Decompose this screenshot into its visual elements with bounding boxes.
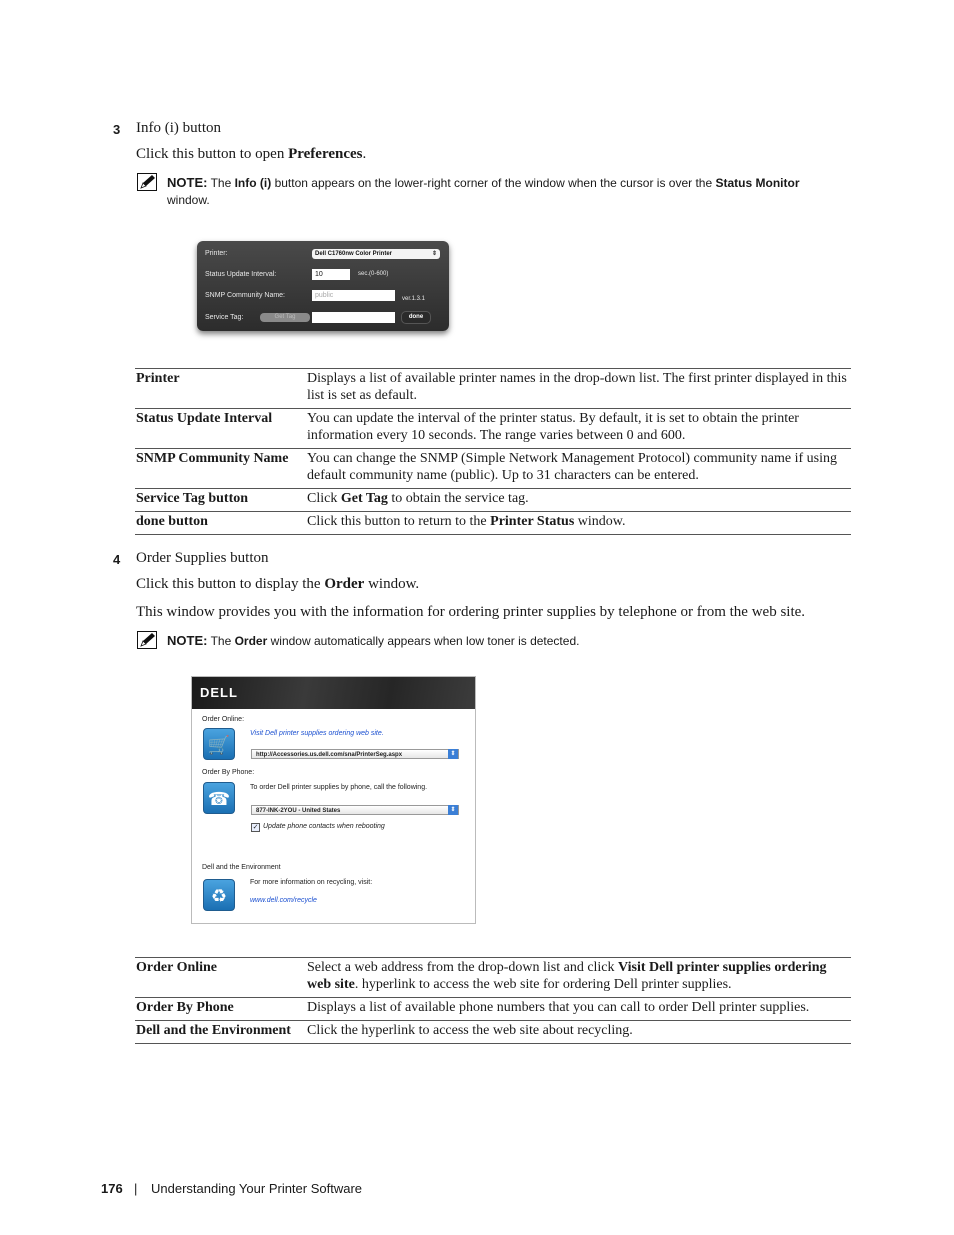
para-text: Click this button to open — [136, 146, 289, 162]
note-bold: Info (i) — [234, 176, 272, 190]
value-text: window. — [574, 514, 626, 529]
value-text: Click this button to return to the — [307, 514, 491, 529]
table-row — [135, 998, 851, 1021]
environment-label: Dell and the Environment — [202, 864, 281, 871]
step-paragraph — [136, 146, 366, 163]
chevron-updown-icon: ⇕ — [448, 749, 458, 759]
order-window — [191, 676, 476, 924]
get-tag-button[interactable]: Get Tag — [260, 313, 310, 322]
table-key: Order By Phone — [136, 1000, 234, 1015]
recycle-link[interactable]: www.dell.com/recycle — [250, 897, 317, 904]
table-key: Service Tag button — [136, 491, 249, 506]
note-fragment: window. — [167, 193, 210, 207]
value-bold: Visit Dell printer supplies ordering web site — [307, 960, 827, 992]
para-bold-text: Order — [324, 576, 365, 592]
interval-unit: sec.(0-600) — [358, 271, 389, 277]
recycle-icon: ♻ — [203, 879, 235, 911]
table-value: You can update the interval of the printer status. By default, it is set to obtain the printer information every 10 seconds. The range varies between 0 and 600. — [307, 411, 799, 443]
recycle-info-text: For more information on recycling, visit: — [250, 879, 373, 886]
note-fragment: The — [207, 634, 235, 648]
note-label: NOTE: — [167, 633, 208, 648]
note-pencil-icon — [137, 173, 157, 191]
step-title: Order Supplies button — [136, 550, 269, 566]
para-text: Click this button to display the — [136, 576, 325, 592]
visit-website-link[interactable]: Visit Dell printer supplies ordering web site. — [250, 730, 384, 737]
phone-dropdown-value: 877-INK-2YOU - United States — [256, 808, 341, 814]
table-value: Click the hyperlink to access the web site about recycling. — [307, 1023, 633, 1038]
url-dropdown-value: http://Accessories.us.dell.com/sna/PrinterSeg.aspx — [256, 752, 403, 758]
table-row — [135, 512, 851, 535]
value-bold: Printer Status — [490, 514, 575, 529]
footer-section-title: Understanding Your Printer Software — [151, 1181, 363, 1196]
printer-select[interactable] — [312, 249, 440, 259]
value-text: to obtain the service tag. — [387, 491, 529, 506]
step-number: 3 — [113, 122, 121, 137]
service-tag-label: Service Tag: — [205, 314, 244, 321]
step-title: Info (i) button — [136, 120, 221, 136]
chevron-updown-icon: ⇕ — [431, 251, 437, 257]
table-row — [135, 1021, 851, 1044]
table-value — [307, 489, 851, 512]
interval-input[interactable]: 10 — [312, 269, 350, 280]
printer-label: Printer: — [205, 250, 228, 257]
value-text: Select a web address from the drop-down list and click — [307, 960, 619, 975]
order-phone-label: Order By Phone: — [202, 769, 255, 776]
value-text: Click — [307, 491, 341, 506]
note-fragment: button appears on the lower-right corner of the window when the cursor is over the — [271, 176, 716, 190]
order-table — [135, 957, 851, 1044]
table-value: You can change the SNMP (Simple Network Management Protocol) community name if using default community name (public). Up to 31 characters can be entered. — [307, 451, 837, 483]
table-value — [307, 512, 851, 535]
para-text: window. — [364, 576, 420, 592]
preferences-table — [135, 368, 851, 535]
update-contacts-checkbox[interactable]: ✓ — [252, 824, 259, 831]
table-key: Status Update Interval — [136, 411, 273, 426]
order-online-label: Order Online: — [202, 716, 245, 723]
table-key: Order Online — [136, 960, 218, 975]
done-button[interactable]: done — [401, 311, 431, 324]
para-text: . — [362, 146, 367, 162]
printer-select-value: Dell C1760nw Color Printer — [315, 251, 393, 257]
table-key: Dell and the Environment — [136, 1023, 291, 1038]
interval-label: Status Update Interval: — [205, 271, 277, 278]
phone-instruction: To order Dell printer supplies by phone, call the following. — [250, 784, 428, 791]
note-fragment: The — [207, 176, 235, 190]
note-text — [167, 174, 837, 209]
para-bold-text: Preferences — [288, 146, 363, 162]
table-value — [307, 958, 851, 998]
version-text: ver.1.3.1 — [402, 296, 426, 302]
shopping-cart-icon[interactable]: 🛒 — [203, 728, 235, 760]
table-key: done button — [136, 514, 208, 529]
table-row — [135, 449, 851, 489]
value-text: . hyperlink to access the web site for ordering Dell printer supplies. — [354, 977, 732, 992]
note-text — [167, 632, 837, 650]
page-number: 176 — [101, 1181, 123, 1196]
table-key: Printer — [136, 371, 180, 386]
table-key: SNMP Community Name — [136, 451, 289, 466]
table-row — [135, 958, 851, 998]
order-header — [192, 677, 475, 709]
preferences-window — [197, 241, 449, 331]
footer-separator: | — [134, 1181, 138, 1196]
note-fragment: window automatically appears when low toner is detected. — [267, 634, 580, 648]
telephone-icon: ☎ — [203, 782, 235, 814]
snmp-label: SNMP Community Name: — [205, 292, 286, 299]
table-value: Displays a list of available printer names in the drop-down list. The first printer displayed in this list is set as default. — [307, 371, 847, 403]
step-paragraph — [136, 576, 419, 593]
snmp-input[interactable]: public — [312, 290, 395, 301]
note-bold: Status Monitor — [715, 176, 800, 190]
table-row — [135, 369, 851, 409]
chevron-updown-icon: ⇕ — [448, 805, 458, 815]
note-bold: Order — [234, 634, 268, 648]
service-tag-input[interactable] — [312, 312, 395, 323]
note-pencil-icon — [137, 631, 157, 649]
table-value: Displays a list of available phone numbers that you can call to order Dell printer supplies. — [307, 1000, 810, 1015]
note-label: NOTE: — [167, 175, 208, 190]
url-dropdown[interactable] — [251, 749, 459, 759]
phone-dropdown[interactable] — [251, 805, 459, 815]
step-number: 4 — [113, 552, 121, 567]
value-bold: Get Tag — [340, 491, 388, 506]
table-row — [135, 489, 851, 512]
checkbox-label: Update phone contacts when rebooting — [263, 823, 385, 830]
dell-logo: DELL — [200, 685, 238, 700]
table-row — [135, 409, 851, 449]
step-paragraph: This window provides you with the information for ordering printer supplies by telephone or from the web site. — [136, 604, 806, 620]
